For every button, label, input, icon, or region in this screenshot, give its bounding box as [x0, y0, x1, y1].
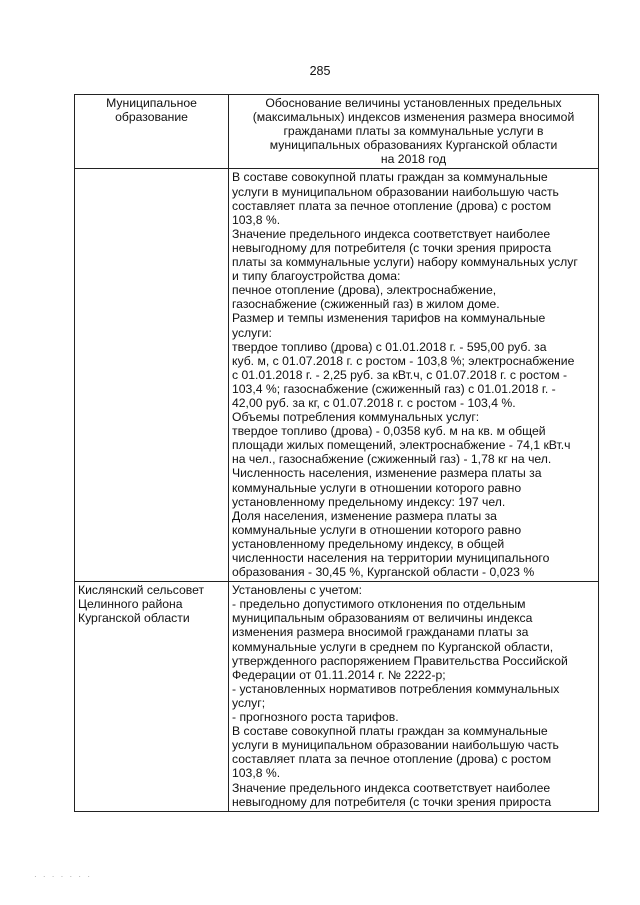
justification-text-line: невыгодному для потребителя (с точки зрения прироста	[232, 794, 552, 809]
table-row	[75, 582, 599, 812]
justification-text-line: установленному предельному индексу, в общей	[232, 536, 505, 551]
justification-text-line: твердое топливо (дрова) с 01.01.2018 г. - 595,00 руб. за	[232, 339, 547, 354]
indices-table	[74, 94, 599, 812]
justification-text-line: с 01.01.2018 г. - 2,25 руб. за кВт.ч, с 01.07.2018 г. с ростом -	[232, 367, 568, 382]
justification-text-line: услуги:	[232, 325, 272, 340]
justification-text-line: В составе совокупной платы граждан за коммунальные	[232, 724, 548, 739]
scan-mark: · · · · · · ·	[34, 872, 92, 881]
municipality-name-line: Кислянский сельсовет	[78, 583, 205, 598]
justification-text-line: - прогнозного роста тарифов.	[232, 710, 399, 725]
page-number: 285	[309, 64, 331, 78]
justification-text-line: 103,4 %; газоснабжение (сжиженный газ) с 01.01.2018 г. -	[232, 381, 556, 396]
municipality-cell	[75, 169, 229, 582]
justification-text-line: численности населения на территории муниципального	[232, 551, 550, 565]
justification-text-line: Доля населения, изменение размера платы за	[232, 508, 497, 523]
justification-text-line: установленному предельному индексу: 197 чел.	[232, 494, 506, 509]
justification-text-line: Размер и темпы изменения тарифов на коммунальные	[232, 311, 546, 326]
justification-text-line: услуги в муниципальном образовании наибольшую часть	[232, 184, 559, 199]
justification-text-line: составляет плата за печное отопление (дрова) с ростом	[232, 198, 552, 213]
justification-text-line: коммунальные услуги в отношении которого равно	[232, 522, 522, 537]
justification-cell	[229, 582, 599, 812]
justification-text-line: - предельно допустимого отклонения по отдельным	[232, 597, 526, 612]
justification-text-line: платы за коммунальные услуги) набору коммунальных услуг	[232, 255, 578, 270]
justification-text-line: услуги в муниципальном образовании наибольшую часть	[232, 738, 559, 753]
justification-text-line: 42,00 руб. за кг, с 01.07.2018 г. с ростом - 103,4 %.	[232, 395, 516, 410]
justification-text-line: изменения размера вносимой гражданами платы за	[232, 625, 529, 640]
justification-text-line: Значение предельного индекса соответствует наиболее	[232, 780, 551, 795]
justification-text-line: куб. м, с 01.07.2018 г. с ростом - 103,8 %; электроснабжение	[232, 353, 575, 368]
municipality-cell	[75, 582, 229, 812]
justification-text-line: составляет плата за печное отопление (дрова) с ростом	[232, 752, 552, 767]
justification-text-line: коммунальные услуги в среднем по Курганской области,	[232, 639, 554, 654]
justification-text-line: Федерации от 01.11.2014 г. № 2222-р;	[232, 667, 446, 682]
table-header-row	[75, 95, 599, 169]
municipality-name-line: Курганской области	[78, 611, 190, 626]
justification-text-line: 103,8 %.	[232, 766, 281, 781]
justification-text-line: услуг;	[232, 695, 266, 710]
justification-text-line: твердое топливо (дрова) - 0,0358 куб. м на кв. м общей	[232, 424, 546, 439]
justification-cell	[229, 169, 599, 582]
justification-text-line: на чел., газоснабжение (сжиженный газ) - 1,78 кг на чел.	[232, 452, 552, 467]
justification-text-line: Численность населения, изменение размера платы за	[232, 466, 542, 481]
justification-text-line: утвержденного распоряжением Правительства Российской	[232, 653, 568, 668]
justification-text-line: Значение предельного индекса соответствует наиболее	[232, 226, 551, 241]
table-row	[75, 169, 599, 582]
header-municipality: Муниципальное образование	[75, 95, 229, 169]
justification-text-line: и типу благоустройства дома:	[232, 269, 401, 284]
justification-text-line: - установленных нормативов потребления коммунальных	[232, 681, 560, 696]
justification-text-line: муниципальным образованиям от величины индекса	[232, 611, 533, 626]
justification-text-line: печное отопление (дрова), электроснабжение,	[232, 283, 497, 298]
justification-text-line: Объемы потребления коммунальных услуг:	[232, 410, 480, 425]
justification-text-line: газоснабжение (сжиженный газ) в жилом доме.	[232, 297, 500, 312]
justification-text-line: площади жилых помещений, электроснабжение - 74,1 кВт.ч	[232, 438, 571, 453]
justification-text-line: образования - 30,45 %, Курганской области - 0,023 %	[232, 565, 535, 580]
justification-text-line: В составе совокупной платы граждан за коммунальные	[232, 170, 548, 185]
justification-text-line: невыгодному для потребителя (с точки зрения прироста	[232, 240, 552, 255]
header-justification: Обоснование величины установленных предельных (максимальных) индексов изменения размера вносимой гражданами платы за коммунальные услуги в муниципальных образованиях Курганской области на 2018 год	[229, 95, 599, 169]
justification-text-line: Установлены с учетом:	[232, 583, 362, 598]
justification-text-line: коммунальные услуги в отношении которого равно	[232, 480, 522, 495]
justification-text-line: 103,8 %.	[232, 212, 281, 227]
municipality-name-line: Целинного района	[78, 597, 183, 612]
